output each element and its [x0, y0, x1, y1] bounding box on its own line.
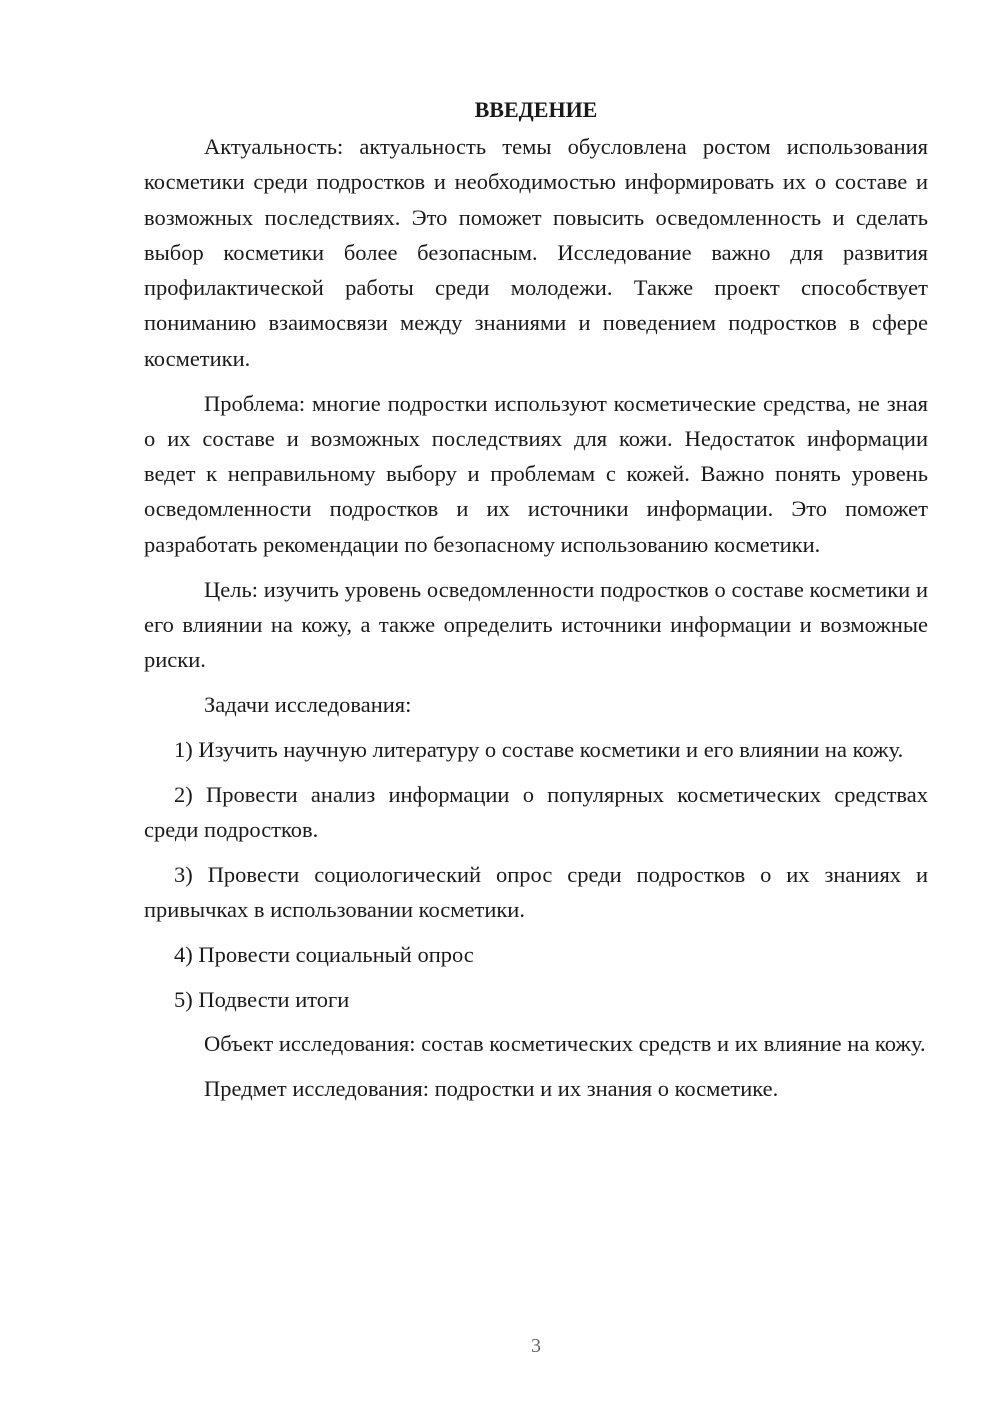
task-item-5: 5) Подвести итоги: [174, 986, 350, 1012]
object-paragraph: Объект исследования: состав косметических средств и их влияние на кожу.: [204, 1031, 926, 1057]
problem-paragraph: Проблема: многие подростки используют косметические средства, не зная о их составе и возможных последствиях для кожи. Недостаток информации ведет к неправильному выбору и проблемам с кожей. Важно понять уровень осведомленности подростков и их источники информации. Это поможет разработать рекомендации по безопасному использованию косметики.: [144, 390, 928, 557]
document-page: [144, 92, 928, 1116]
tasks-heading: Задачи исследования:: [204, 691, 412, 717]
relevance-paragraph: Актуальность: актуальность темы обусловлена ростом использования косметики среди подростков и необходимостью информировать их о составе и возможных последствиях. Это поможет повысить осведомленность и сделать выбор косметики более безопасным. Исследование важно для развития профилактической работы среди молодежи. Также проект способствует пониманию взаимосвязи между знаниями и поведением подростков в сфере косметики.: [144, 134, 928, 371]
goal-paragraph: Цель: изучить уровень осведомленности подростков о составе косметики и его влиянии на кожу, а также определить источники информации и возможные риски.: [144, 576, 928, 673]
subject-paragraph: Предмет исследования: подростки и их знания о косметике.: [204, 1076, 779, 1102]
task-item-2: 2) Провести анализ информации о популярных косметических средствах среди подростков.: [144, 781, 928, 842]
task-item-4: 4) Провести социальный опрос: [174, 941, 474, 967]
task-item-1: 1) Изучить научную литературу о составе косметики и его влиянии на кожу.: [174, 736, 904, 762]
task-item-3: 3) Провести социологический опрос среди подростков о их знаниях и привычках в использовании косметики.: [144, 861, 928, 922]
page-number: 3: [531, 1335, 541, 1357]
page-title: ВВЕДЕНИЕ: [474, 97, 598, 122]
